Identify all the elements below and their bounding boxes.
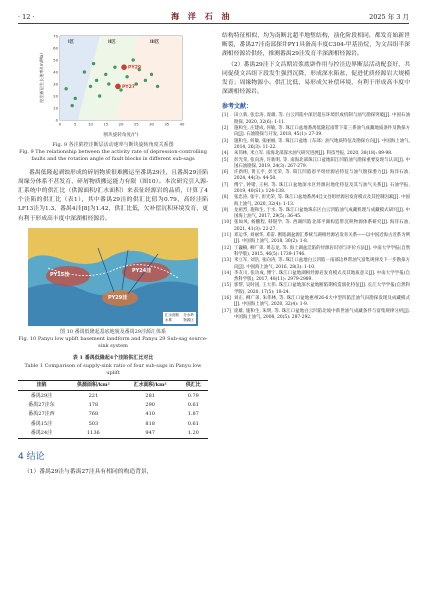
ref-text: 许新明, 黄玉平, 彭光荣, 等. 阳江凹陷恩平组烃源岩特征与油气勘探潜力[J]. 海洋石油, 2024, 44(3): 44-50. [234, 170, 410, 182]
data-point [135, 83, 138, 86]
data-point [150, 73, 153, 76]
ref-text: 李友川, 张功成, 傅宁. 珠江口盆地湖相烃源岩发育模式及其地质意义[J]. 中南大学学报(自然科学版), 2017, 48(11): 2979-2989. [234, 270, 410, 283]
body-paragraph: （2）番禺29洼下文昌期岩浆底辟作用与控洼边界断层活动配套好，共同促使文昌组下段发生强烈沉降，形成深水陷盆，促进优质烃源岩大规模发育；周缘物源小、供汇比低，易形成欠补偿环境，有利于形成高丰度中深湖相烃源岩。 [222, 61, 410, 96]
table-cell: 番禺29洼 [30, 392, 53, 399]
section-heading-conclusion: 4 结论 [18, 452, 45, 463]
ref-number: [7] [222, 182, 229, 188]
zone-label: III区 [150, 40, 160, 45]
table-cell: 1.87 [187, 411, 199, 418]
data-point [71, 104, 74, 107]
ref-number: [6] [222, 170, 229, 176]
x-tick-label: 25 [133, 121, 139, 127]
table-cell: 0.61 [187, 420, 199, 427]
ref-text: 米立军, 刘浩, 张向涛, 等. 珠江口盆地白云凹陷一南部边界带油气富集规律及下一步勘探方向[J]. 中国海上油气, 2016, 28(3): 1-10. [234, 258, 410, 270]
y-axis-label: 控洼断层生长速率/(m/Ma) [39, 53, 44, 103]
ref-text: 郭帮, 吴时国, 王大伟. 珠江口盆地深水盆地断陷期构造演化特征[J]. 长江大学学报(自然科学版), 2020, 17(5): 18-24. [234, 283, 410, 295]
data-point [107, 83, 110, 86]
right-column [222, 32, 410, 321]
col-header-supply: 供源面积/km² [76, 382, 110, 389]
plot-frame [60, 36, 182, 120]
ref-text: 丁巍楠, 柳广弟, 黄志龙, 等. 海上湖盆洼陷的烃源岩识别与评价方法[J]. 中南大学学报(自然科学版), 2015, 46(5): 1739-1746. [234, 245, 410, 257]
x-tick-label: 35 [164, 121, 170, 127]
page-number: · 12 · [18, 12, 35, 21]
table-cell: 番禺27洼西 [28, 411, 55, 418]
reference-item [222, 258, 410, 271]
data-point [144, 79, 147, 82]
reference-item [222, 220, 410, 233]
ref-number: [5] [222, 157, 229, 163]
data-point [98, 95, 101, 98]
y-tick-label: 40 [53, 69, 58, 75]
col-header-sag: 洼陷 [36, 382, 47, 389]
data-point [92, 62, 95, 65]
highlight-point [121, 65, 126, 70]
y-tick-label: 70 [53, 33, 58, 39]
reference-item [222, 195, 410, 208]
map-label-py24: PY24洼 [132, 267, 152, 274]
reference-item [222, 170, 410, 183]
table1 [18, 380, 208, 439]
reference-item [222, 139, 410, 152]
data-point [104, 73, 107, 76]
highlight-label: PY27 [121, 84, 136, 90]
ref-text: 傅宁, 钟锴, 王柯, 等. 珠江口盆地深水区烃源岩地化特征及其与油气关系[J]. 石油学报, 2019, 40(S1): 124-138. [234, 182, 410, 194]
references-heading: 参考文献： [222, 103, 253, 111]
table-cell: 818 [145, 420, 155, 427]
zone-label: II区 [108, 40, 116, 45]
data-point [113, 66, 116, 69]
data-point [132, 59, 135, 62]
table-cell: 178 [88, 401, 99, 408]
x-tick-label: 0 [58, 121, 62, 127]
ref-text: 张忠涛, 张宇, 彭光荣, 等. 珠江口盆地番禺4洼文昌组烃源岩发育模式及其控制因素[J]. 中国海上油气, 2020, 32(4): 1-13. [234, 195, 410, 207]
ref-text: 朱伟林, 米立军. 南海北部深水油气研究进展[J]. 科技导报, 2020, 38(18): 89-98. [234, 151, 393, 157]
map-label-py15: PY15洼 [50, 271, 70, 278]
ref-number: [12] [222, 245, 232, 251]
ref-number: [17] [222, 308, 232, 314]
reference-item [222, 296, 410, 309]
ref-text: 张如凤, 杨鹏程, 韩银学, 等. 西湖凹陷北部平湖构造带沉积物源体系研究[J]. 海洋石油, 2021, 41(3): 22-27. [234, 220, 410, 232]
ref-number: [1] [222, 113, 229, 119]
table-cell: 281 [145, 392, 155, 399]
data-point [156, 85, 159, 88]
fig9-caption-cn: Fig. 9 各洼陷控洼断层活动速率与断块旋转角度关系图 [52, 142, 174, 148]
table-row [18, 420, 208, 429]
ref-text: 施和生, 庄建成, 何敏, 等. 珠江口盆地番禺低隆起南带下第三系油气成藏地质条件及勘探方向[J]. 石油勘探与开发, 2018, 45(1): 27-39. [234, 126, 410, 138]
map-legend [163, 312, 196, 324]
data-point [83, 71, 86, 74]
page-header [18, 10, 409, 24]
table-header-row [18, 381, 208, 391]
ref-text: 彭光荣, 张向涛, 许新明, 等. 南海北部珠江口盆地阳江凹陷油气勘探重要发现与认识[J]. 中国石油勘探, 2019, 24(3): 267-279. [234, 157, 410, 169]
legend-river: 水系 [164, 317, 173, 322]
reference-item [222, 283, 410, 296]
ref-text: 刘正, 柳广弟, 朱伟林, 等. 珠江口盆地惠州26-6大中型凹陷洼油气田勘探发现及成藏模式[J]. 中国海上油气, 2020, 32(4): 1-9. [234, 296, 410, 308]
map-uplift-region [28, 228, 198, 264]
data-point [65, 87, 68, 90]
y-tick-label: 10 [53, 105, 58, 111]
ref-text: 施和生, 何敏, 张丽丽, 等. 珠江口盆地（东部）油气地质特征及勘探方向[J]. 中国海上油气, 2014, 26(3): 11-22. [234, 138, 410, 150]
ref-number: [11] [222, 233, 232, 239]
table-row [18, 410, 208, 419]
fig10-caption-cn: 图 10 番禺低隆起基底地貌及番禺29洼源汇体系 [60, 328, 166, 335]
table-row [18, 429, 208, 439]
data-point [74, 97, 77, 100]
fig9-caption-en: Fig. 9 The relationship between the activity rate of depression-controlling faults and the rotation angle of fault blocks in different sub-sags [19, 149, 207, 163]
ref-text: 庞雄, 施和生, 朱明, 等. 珠江口盆地白云凹陷北坡中新世油气成藏条件与富集规律分析[J]. 中国海上油气, 2008, 20(5): 287-292. [234, 308, 410, 320]
map-label-py29: PY29洼 [108, 294, 128, 301]
ref-number: [3] [222, 138, 229, 144]
col-header-ratio: 供汇比 [185, 382, 201, 389]
table1-title-en: Table 1 Comparison of supply-sink ratio of four sub-sags in Panyu low uplift [24, 362, 202, 376]
body-paragraph: 番禺低隆起剥蚀形成的碎屑物质很难搬运至番禺29洼，且番禺29洼陷周缘分体系不甚发育，碎屑物质搬运能力有限（图10）。本次研究引入源-汇系统中的供汇比（供源面积/汇水面积）来表征经源岩的品质，计算了4个洼陷的供汇比（表1），其中番禺29洼的供汇比值为0.79，高经洼陷LF13洼为1.3、番禺4洼[8]为1.42，供汇比低，欠补偿沉积环境发育，更有利于形成高丰度中深湖相烃源岩。 [18, 169, 208, 222]
x-tick-label: 30 [149, 121, 154, 127]
data-point [89, 85, 92, 88]
ref-number: [16] [222, 296, 232, 302]
legend-sink-area: 汇水面积 [164, 312, 180, 317]
ref-number: [15] [222, 283, 232, 289]
table-cell: 410 [145, 411, 155, 418]
table-cell: 0.79 [187, 392, 199, 399]
body-paragraph: 结构特征相似，均为南断北超半地堑结构，演化阶段相同，都发育始新世断裂，番禺27洼南部探井PY1具备高丰度C304-甲基甾烷，为文昌组半深湖相烃源岩供烃，推测番禺29洼发育半深湖相烃源岩。 [222, 33, 410, 58]
table-cell: 番禺27洼东 [28, 401, 55, 408]
journal-name: 海 洋 石 油 [171, 11, 233, 21]
ref-number: [13] [222, 258, 232, 264]
ref-text: 田立新, 张忠涛, 庞雄, 等. 白云凹陷中深层超压环境形成机制与油气勘探突破[J]. 中国石油勘探, 2020, 32(6): 1-11. [234, 113, 410, 125]
table-cell: 768 [88, 411, 99, 418]
reference-item [222, 126, 410, 139]
y-tick-label: 20 [53, 93, 58, 99]
table-cell: 947 [145, 430, 155, 437]
fig9-scatter-chart [38, 32, 188, 140]
ref-number: [8] [222, 195, 229, 201]
table-cell: 番禺24洼 [30, 430, 53, 437]
x-axis-label: 断块旋转角度/(°) [103, 133, 139, 138]
table-cell: 221 [88, 392, 99, 399]
y-tick-label: 30 [53, 81, 58, 87]
table-cell: 番禺15洼 [30, 420, 53, 427]
reference-item [222, 233, 410, 246]
left-column [18, 32, 208, 478]
reference-item [222, 208, 410, 221]
zone-label: I区 [68, 40, 75, 45]
legend-source-area: 物源区 [183, 317, 194, 322]
table-row [18, 391, 208, 401]
table-cell: 503 [88, 420, 99, 427]
table-cell: 290 [145, 401, 155, 408]
data-point [95, 79, 98, 82]
ref-text: 邓运华, 刘丽华, 邓雷. 断陷湖盆源汇系统与湖相烃源岩发育关系——以中国近海古近系为例[J]. 中国海上油气, 2018, 30(2): 1-8. [234, 233, 410, 245]
ref-number: [4] [222, 151, 229, 157]
x-tick-label: 5 [74, 121, 77, 127]
x-tick-label: 15 [103, 121, 109, 127]
reference-item [222, 271, 410, 284]
ref-number: [14] [222, 270, 232, 276]
reference-item [222, 158, 410, 171]
reference-item [222, 246, 410, 259]
table-cell: 1.20 [187, 430, 199, 437]
fig10-caption-en: Fig. 10 Panyu low uplift basement landform and Panyu 29 Sub-sag source-sink system [18, 336, 208, 350]
table-cell: 0.61 [187, 401, 199, 408]
table1-title-cn: 表 1 番禺低隆起4个洼陷供汇比对比 [72, 355, 154, 362]
x-tick-label: 10 [88, 121, 93, 127]
ref-number: [2] [222, 126, 229, 132]
y-tick-label: 60 [53, 45, 58, 51]
y-tick-label: 50 [53, 57, 58, 63]
highlight-label: PY29 [128, 65, 142, 71]
y-tick-label: 0 [55, 117, 58, 123]
ref-number: [9] [222, 207, 229, 213]
ref-number: [10] [222, 220, 232, 226]
col-header-sink: 汇水面积/km² [133, 382, 167, 389]
x-tick-label: 20 [118, 121, 124, 127]
reference-item [222, 309, 410, 322]
table-row [18, 401, 208, 410]
highlight-point [115, 84, 120, 89]
data-point [126, 75, 129, 78]
x-tick-label: 40 [179, 121, 185, 127]
table-cell: 1136 [86, 430, 100, 437]
fig10-map [28, 228, 198, 326]
reference-list [222, 113, 410, 321]
reference-item [222, 183, 410, 196]
reference-item [222, 113, 410, 126]
ref-text: 龙祖烈, 施和生, 于水, 等. 珠江口盆地珠东区白云凹陷油气成藏机理与成藏模式研究[J]. 中国海上油气, 2017, 29(5): 36-45. [234, 207, 410, 220]
conclusion-paragraph: （1）番禺29洼与番禺27洼具有相同的构造背景， [24, 469, 153, 476]
legend-watershed: 分水岭 [183, 312, 194, 317]
issue-date: 2025 年 3 月 [369, 13, 409, 21]
